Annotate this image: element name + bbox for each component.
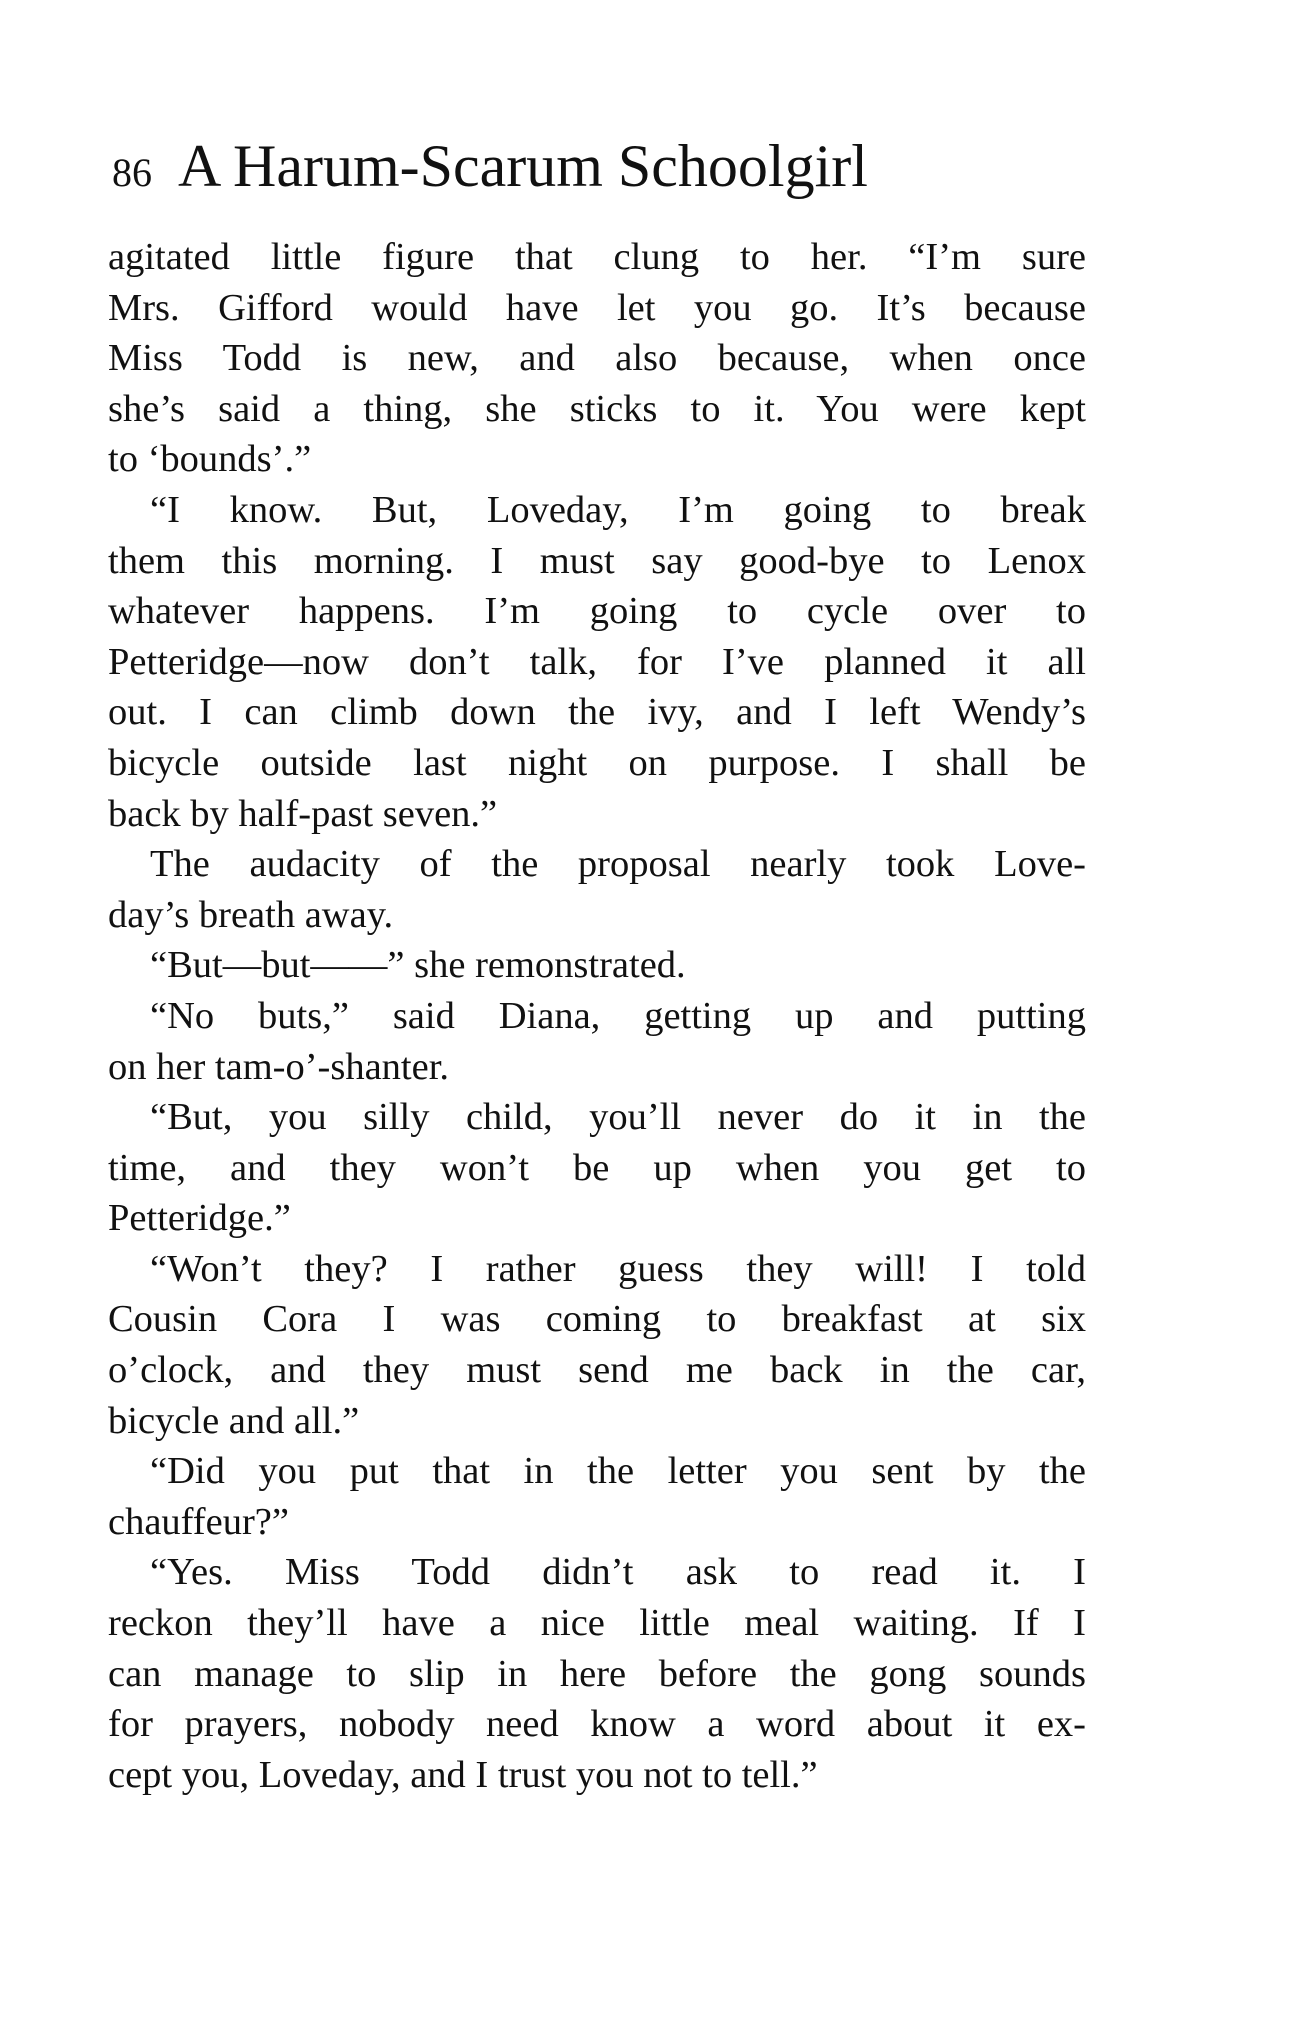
- text-line: Mrs. Gifford would have let you go. It’s because: [108, 286, 1086, 329]
- text-line: Cousin Cora I was coming to breakfast at six: [108, 1298, 1086, 1341]
- text-line: “But—but——” she remonstrated.: [150, 944, 686, 987]
- text-line: to ‘bounds’.”: [108, 438, 312, 481]
- text-line: “No buts,” said Diana, getting up and putting: [150, 994, 1086, 1037]
- text-line: them this morning. I must say good-bye to Lenox: [108, 539, 1086, 582]
- page-number: 86: [112, 150, 152, 195]
- text-line: bicycle outside last night on purpose. I shall be: [108, 741, 1086, 784]
- text-line: chauffeur?”: [108, 1500, 289, 1543]
- text-line: can manage to slip in here before the gong sounds: [108, 1652, 1086, 1695]
- text-line: cept you, Loveday, and I trust you not to tell.”: [108, 1753, 818, 1796]
- text-line: Petteridge—now don’t talk, for I’ve planned it all: [108, 640, 1086, 683]
- text-line: time, and they won’t be up when you get to: [108, 1146, 1086, 1189]
- text-line: “Yes. Miss Todd didn’t ask to read it. I: [150, 1551, 1086, 1594]
- text-line: o’clock, and they must send me back in the car,: [108, 1349, 1086, 1392]
- text-line: she’s said a thing, she sticks to it. You were kept: [108, 387, 1086, 430]
- text-line: for prayers, nobody need know a word about it ex-: [108, 1703, 1086, 1746]
- text-line: reckon they’ll have a nice little meal waiting. If I: [108, 1602, 1086, 1645]
- text-line: “Did you put that in the letter you sent by the: [150, 1450, 1086, 1493]
- text-line: “Won’t they? I rather guess they will! I told: [150, 1247, 1086, 1290]
- body-text: [108, 232, 1086, 1800]
- text-line: The audacity of the proposal nearly took Love-: [150, 843, 1086, 886]
- text-line: “But, you silly child, you’ll never do it in the: [150, 1096, 1086, 1139]
- text-line: on her tam-o’-shanter.: [108, 1045, 450, 1088]
- text-line: whatever happens. I’m going to cycle over to: [108, 590, 1086, 633]
- text-line: Petteridge.”: [108, 1197, 291, 1240]
- text-line: day’s breath away.: [108, 893, 394, 936]
- text-line: back by half-past seven.”: [108, 792, 498, 835]
- text-line: Miss Todd is new, and also because, when once: [108, 337, 1086, 380]
- running-header: [112, 130, 1092, 209]
- running-title: A Harum-Scarum Schoolgirl: [178, 133, 868, 199]
- text-line: bicycle and all.”: [108, 1399, 360, 1442]
- text-line: agitated little figure that clung to her. “I’m sure: [108, 236, 1086, 278]
- text-line: out. I can climb down the ivy, and I left Wendy’s: [108, 691, 1086, 734]
- text-line: “I know. But, Loveday, I’m going to break: [150, 488, 1086, 531]
